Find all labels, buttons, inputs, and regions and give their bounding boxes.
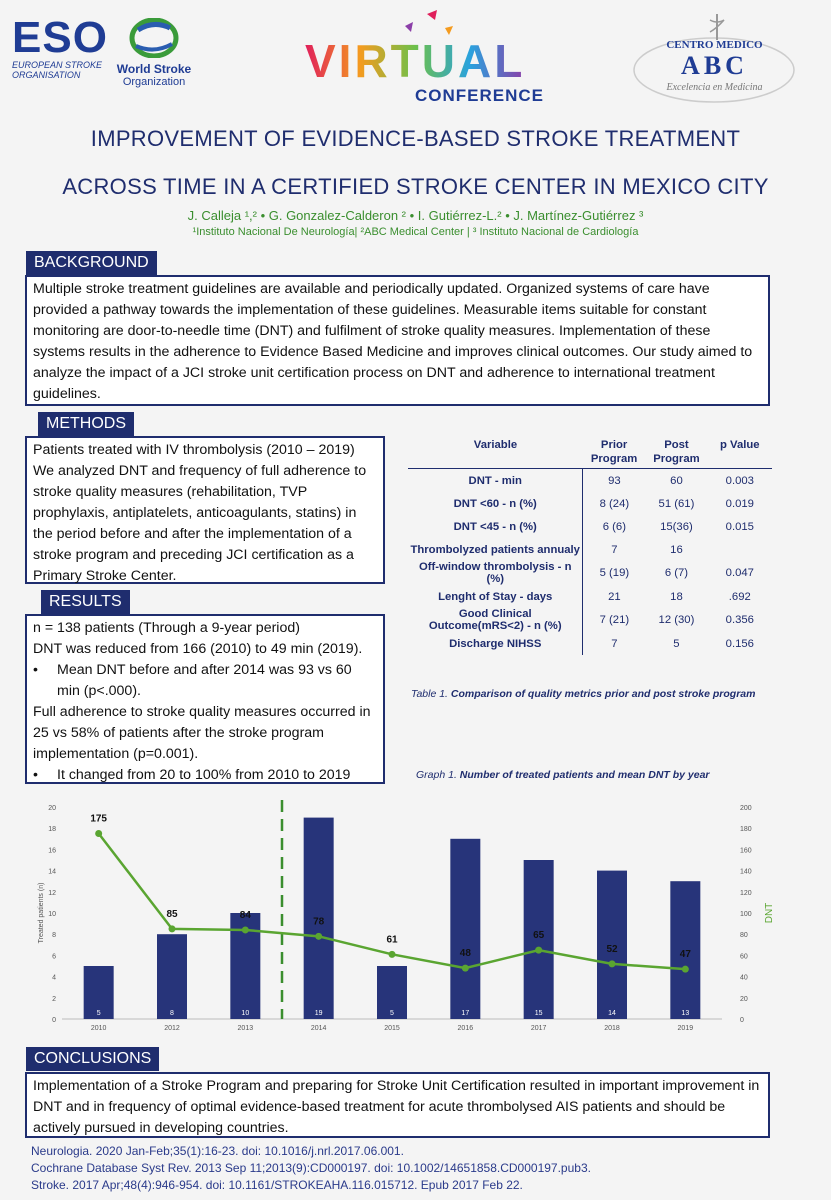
dnt-point (682, 966, 689, 973)
bar-value-label: 5 (390, 1010, 394, 1017)
eso-line2: ORGANISATION (12, 70, 81, 80)
bar-value-label: 13 (681, 1010, 690, 1017)
eso-line1: EUROPEAN STROKE (12, 60, 103, 70)
table-value-cell: 18 (670, 590, 683, 603)
dnt-point (535, 947, 542, 954)
y-tick-label: 16 (48, 847, 56, 855)
x-tick-label: 2012 (164, 1025, 180, 1032)
bar-value-label: 10 (241, 1010, 250, 1017)
background-heading: BACKGROUND (26, 251, 157, 275)
abc-top: CENTRO MEDICO (666, 39, 763, 51)
bar-value-label: 8 (170, 1010, 174, 1017)
y-tick-label: 12 (48, 889, 56, 897)
virtual-conference-logo (305, 8, 545, 108)
virtual-word: VIRTUAL (305, 35, 526, 87)
poster-title-line1: IMPROVEMENT OF EVIDENCE-BASED STROKE TREATMENT (90, 126, 741, 151)
eso-acronym: ESO (12, 13, 108, 62)
y2-tick-label: 20 (740, 995, 748, 1003)
results-bullet2 (33, 765, 377, 786)
table-value-cell: 0.003 (725, 474, 754, 487)
dnt-value-label: 47 (679, 949, 691, 961)
table-caption-text: Comparison of quality metrics prior and post stroke program (450, 688, 756, 700)
bar (157, 934, 187, 1019)
treated-patients-dnt-chart (0, 795, 831, 1040)
dnt-point (389, 951, 396, 958)
table-value-cell: 6 (6) (602, 520, 626, 533)
results-line2: DNT was reduced from 166 (2010) to 49 min (2019). (33, 641, 363, 657)
methods-box (25, 436, 385, 584)
y-tick-label: 14 (48, 868, 56, 876)
bullet-dot: • (33, 767, 38, 783)
x-tick-label: 2019 (677, 1025, 694, 1032)
references (31, 1143, 591, 1194)
authors: J. Calleja ¹,² • G. Gonzalez-Calderon ² • I. Gutiérrez-L.² • J. Martínez-Gutiérrez ³ (187, 208, 644, 223)
table-row (408, 469, 772, 493)
wso-logo (108, 18, 200, 90)
table-value-cell: 60 (670, 474, 683, 487)
table-row (408, 585, 772, 608)
y2-tick-label: 120 (740, 889, 752, 897)
table-value-cell: 7 (21) (599, 614, 630, 626)
table-value-cell: 0.047 (725, 567, 754, 579)
table-row (408, 492, 772, 515)
results-bullet1-text: Mean DNT before and after 2014 was 93 vs 60 min (p<.000). (57, 662, 352, 699)
bar-value-label: 17 (461, 1010, 470, 1017)
y2-tick-label: 200 (740, 805, 752, 812)
y-tick-label: 6 (52, 953, 56, 961)
table-row (408, 515, 772, 538)
x-tick-label: 2017 (530, 1025, 547, 1032)
y-tick-label: 0 (52, 1017, 56, 1024)
table-value-cell: 7 (611, 543, 618, 556)
bar-value-label: 15 (534, 1010, 543, 1017)
dnt-point (95, 830, 102, 837)
results-line1: n = 138 patients (Through a 9-year period) (33, 620, 300, 636)
reference-item: Cochrane Database Syst Rev. 2013 Sep 11;2013(9):CD000197. doi: 10.1002/14651858.CD000197.pub3. (31, 1161, 591, 1175)
x-tick-label: 2014 (310, 1025, 327, 1032)
table-header-row (408, 436, 772, 469)
y-tick-label: 20 (48, 805, 56, 812)
table-value-cell: 6 (7) (664, 567, 689, 579)
reference-item: Stroke. 2017 Apr;48(4):946-954. doi: 10.1161/STROKEAHA.116.015712. Epub 2017 Feb 22. (31, 1178, 523, 1192)
table-header: Post Program (645, 436, 707, 469)
table-value-cell (708, 538, 772, 561)
bar-value-label: 19 (314, 1010, 323, 1017)
affiliations: ¹Instituto Nacional De Neurología| ²ABC Medical Center | ³ Instituto Nacional de Cardiología (192, 226, 639, 238)
conference-word: CONFERENCE (415, 86, 545, 105)
x-tick-label: 2013 (237, 1025, 254, 1032)
table-value-cell: 12 (30) (658, 614, 695, 626)
table-variable-cell: DNT <60 - n (%) (408, 492, 583, 515)
table-value-cell: 21 (608, 590, 621, 603)
bar (450, 839, 480, 1019)
y2-tick-label: 160 (740, 847, 752, 855)
results-bullet1 (33, 660, 377, 702)
table-value-cell: 16 (670, 543, 683, 556)
table-value-cell: 0.019 (725, 497, 754, 510)
bar-value-label: 5 (96, 1010, 101, 1017)
dnt-value-label: 85 (166, 908, 178, 920)
table-variable-cell: Off-window thrombolysis - n (%) (408, 561, 583, 585)
results-heading: RESULTS (41, 590, 130, 614)
graph-caption-prefix: Graph 1. (416, 769, 457, 781)
table-row (408, 561, 772, 585)
y-tick-label: 8 (52, 932, 56, 940)
y-tick-label: 10 (48, 911, 56, 918)
y2-tick-label: 80 (740, 932, 748, 940)
table-value-cell: 7 (611, 637, 618, 650)
dnt-point (462, 965, 469, 972)
table-value-cell: 5 (673, 637, 680, 650)
dnt-value-label: 61 (386, 934, 398, 946)
table-value-cell: 5 (19) (599, 567, 630, 579)
dnt-point (315, 933, 322, 940)
dnt-value-label: 48 (459, 948, 471, 960)
table-value-cell: 0.015 (725, 520, 754, 533)
y2-tick-label: 100 (740, 911, 752, 918)
reference-item: Neurologia. 2020 Jan-Feb;35(1):16-23. doi: 10.1016/j.nrl.2017.06.001. (31, 1144, 404, 1158)
methods-heading: METHODS (38, 412, 134, 436)
dnt-point (609, 960, 616, 967)
abc-logo (632, 10, 797, 105)
dnt-point (169, 925, 176, 932)
x-tick-label: 2018 (604, 1025, 620, 1032)
table-row (408, 538, 772, 561)
results-line3: Full adherence to stroke quality measures occurred in 25 vs 58% of patients after the stroke program implementation (p=0.001). (33, 704, 371, 762)
bar-value-label: 14 (608, 1010, 616, 1017)
table-caption-prefix: Table 1. (411, 688, 448, 700)
results-bullet2-text: It changed from 20 to 100% from 2010 to 2019 (57, 767, 351, 783)
table-variable-cell: Lenght of Stay - days (408, 585, 583, 608)
wso-globe-icon (108, 18, 200, 58)
table-value-cell: 0.356 (725, 614, 754, 626)
background-text: Multiple stroke treatment guidelines are available and periodically updated. Organized systems of care have provided a pathway towards the implementation of these guidelines. Measurable items suitable for constant monitoring are door-to-needle time (DNT) and fulfilment of stroke quality measures. Implementation of these systems results in the adherence to Evidence Based Medicine and improves clinical outcomes. Our study aimed to analyze the impact of a JCI stroke unit certification process on DNT and adherence to international treatment guidelines. (33, 281, 753, 402)
dnt-value-label: 78 (313, 916, 325, 928)
x-tick-label: 2010 (90, 1025, 107, 1032)
table-variable-cell: DNT - min (408, 469, 583, 493)
table-value-cell: .692 (728, 590, 751, 603)
wso-line2: Organization (122, 76, 186, 88)
y-axis-label: Treated patients (n) (38, 882, 45, 944)
dnt-value-label: 84 (239, 909, 251, 921)
comparison-table (408, 436, 772, 655)
y-tick-label: 4 (52, 974, 56, 982)
table-value-cell: 15(36) (660, 520, 693, 533)
table-header: p Value (708, 436, 772, 469)
y2-tick-label: 0 (740, 1017, 744, 1024)
y2-tick-label: 140 (740, 868, 752, 876)
table-header: Prior Program (583, 436, 645, 469)
x-tick-label: 2016 (457, 1025, 474, 1032)
table-row (408, 632, 772, 655)
y2-tick-label: 180 (740, 826, 752, 834)
dnt-value-label: 175 (90, 813, 108, 825)
conclusions-text: Implementation of a Stroke Program and preparing for Stroke Unit Certification resulted in important improvement in DNT and in frequency of optimal evidence-based treatment for acute thrombolysed AIS patients and should be actively pursued in developing countries. (33, 1078, 760, 1136)
abc-tagline: Excelencia en Medicina (666, 82, 763, 93)
conclusions-box (25, 1072, 770, 1138)
caduceus-icon (710, 14, 724, 40)
confetti-icon (365, 8, 465, 38)
graph-caption-text: Number of treated patients and mean DNT by year (459, 769, 710, 781)
results-box (25, 614, 385, 784)
graph-caption (416, 769, 710, 781)
wso-line1: World Stroke (116, 62, 192, 76)
background-box (25, 275, 770, 406)
table-variable-cell: Thrombolyzed patients annualy (408, 538, 583, 561)
poster-title-line2: ACROSS TIME IN A CERTIFIED STROKE CENTER IN MEXICO CITY (62, 174, 769, 199)
table-row (408, 608, 772, 632)
y2-axis-label: DNT (764, 902, 775, 924)
dnt-value-label: 65 (533, 930, 545, 942)
table-caption (411, 688, 755, 700)
table-variable-cell: DNT <45 - n (%) (408, 515, 583, 538)
dnt-point (242, 926, 249, 933)
y2-tick-label: 60 (740, 953, 748, 961)
table-variable-cell: Good Clinical Outcome(mRS<2) - n (%) (408, 608, 583, 632)
abc-name: ABC (681, 51, 748, 80)
x-tick-label: 2015 (384, 1025, 400, 1032)
y-tick-label: 2 (52, 995, 56, 1003)
table-value-cell: 8 (24) (599, 497, 630, 510)
y2-tick-label: 40 (740, 974, 748, 982)
table-value-cell: 51 (61) (658, 497, 695, 510)
methods-text: We analyzed DNT and frequency of full adherence to stroke quality measures (rehabilitation, TVP prophylaxis, antiplatelets, anticoagulants, statins) in the period before and after the implementation of a stroke program and preceding JCI certification as a Primary Stroke Center. (33, 463, 367, 584)
y-tick-label: 18 (48, 826, 56, 834)
table-value-cell: 0.156 (725, 637, 754, 650)
table-value-cell: 93 (608, 474, 621, 487)
methods-line1: Patients treated with IV thrombolysis (2010 – 2019) (33, 442, 355, 458)
eso-logo (12, 13, 108, 92)
bullet-dot: • (33, 662, 38, 678)
conclusions-heading: CONCLUSIONS (26, 1047, 159, 1071)
dnt-value-label: 52 (606, 943, 618, 955)
table-header: Variable (408, 436, 583, 469)
table-variable-cell: Discharge NIHSS (408, 632, 583, 655)
